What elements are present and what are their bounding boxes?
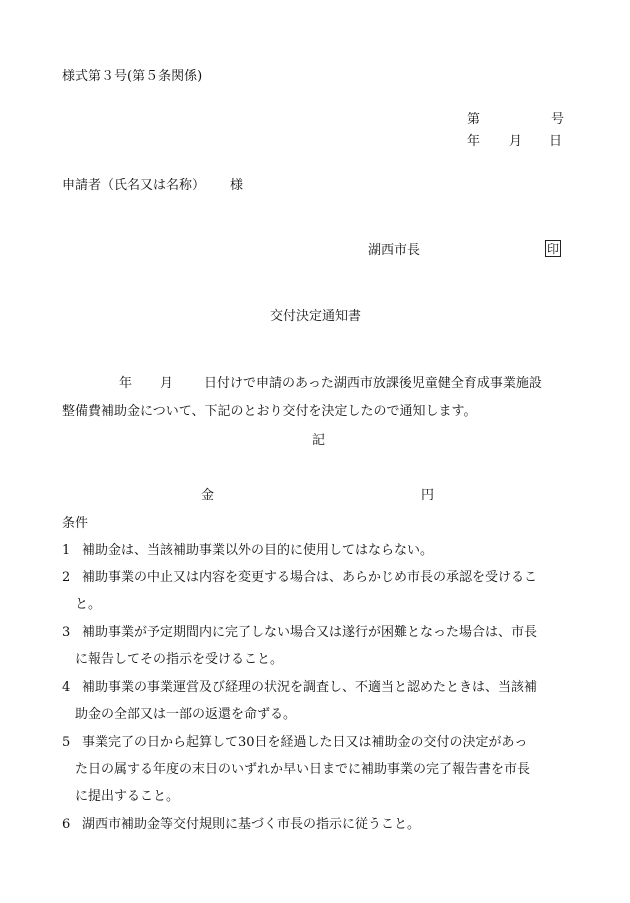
date-year-label: 年 bbox=[467, 134, 481, 149]
ki-mark: 記 bbox=[312, 433, 326, 448]
body-month-label: 月 bbox=[160, 376, 174, 391]
conditions-heading: 条件 bbox=[62, 516, 89, 531]
condition-line: 補助事業の事業運営及び経理の状況を調査し、不適当と認めたときは、当該補 bbox=[82, 680, 538, 695]
condition-line: 補助金は、当該補助事業以外の目的に使用してはならない。 bbox=[82, 543, 434, 558]
body-line2: 整備費補助金について、下記のとおり交付を決定したので通知します。 bbox=[62, 404, 477, 419]
applicant-honorific: 様 bbox=[230, 178, 244, 193]
condition-line: と。 bbox=[75, 597, 102, 612]
condition-line: 補助事業が予定期間内に完了しない場合又は遂行が困難となった場合は、市長 bbox=[82, 625, 538, 640]
date-month-label: 月 bbox=[509, 134, 523, 149]
condition-line: 事業完了の日から起算して30日を経過した日又は補助金の交付の決定があっ bbox=[82, 735, 528, 750]
date-day-label: 日 bbox=[549, 134, 563, 149]
condition-number: 6 bbox=[62, 817, 71, 832]
condition-line: に提出すること。 bbox=[75, 789, 180, 804]
condition-number: 3 bbox=[62, 625, 71, 640]
condition-number: 1 bbox=[62, 543, 71, 558]
condition-line: に報告してその指示を受けること。 bbox=[75, 652, 284, 667]
form-label: 様式第３号(第５条関係) bbox=[62, 69, 203, 84]
doc-number-suffix: 号 bbox=[551, 112, 565, 127]
applicant-label: 申請者（氏名又は名称） bbox=[62, 178, 206, 193]
document-title: 交付決定通知書 bbox=[270, 309, 362, 324]
condition-line: 補助事業の中止又は内容を変更する場合は、あらかじめ市長の承認を受けるこ bbox=[82, 570, 538, 585]
condition-line: た日の属する年度の末日のいずれか早い日までに補助事業の完了報告書を市長 bbox=[75, 762, 531, 777]
condition-number: 4 bbox=[62, 680, 71, 695]
condition-number: 5 bbox=[62, 735, 71, 750]
condition-line: 助金の全部又は一部の返還を命ずる。 bbox=[75, 707, 297, 722]
body-line1: 日付けで申請のあった湖西市放課後児童健全育成事業施設 bbox=[204, 376, 542, 391]
amount-suffix: 円 bbox=[421, 488, 435, 503]
amount-prefix: 金 bbox=[201, 488, 215, 503]
condition-number: 2 bbox=[62, 570, 71, 585]
doc-number-prefix: 第 bbox=[467, 112, 481, 127]
issuer-name: 湖西市長 bbox=[368, 243, 421, 258]
seal-mark: 印 bbox=[547, 242, 560, 256]
condition-line: 湖西市補助金等交付規則に基づく市長の指示に従うこと。 bbox=[82, 817, 421, 832]
body-year-label: 年 bbox=[119, 376, 133, 391]
